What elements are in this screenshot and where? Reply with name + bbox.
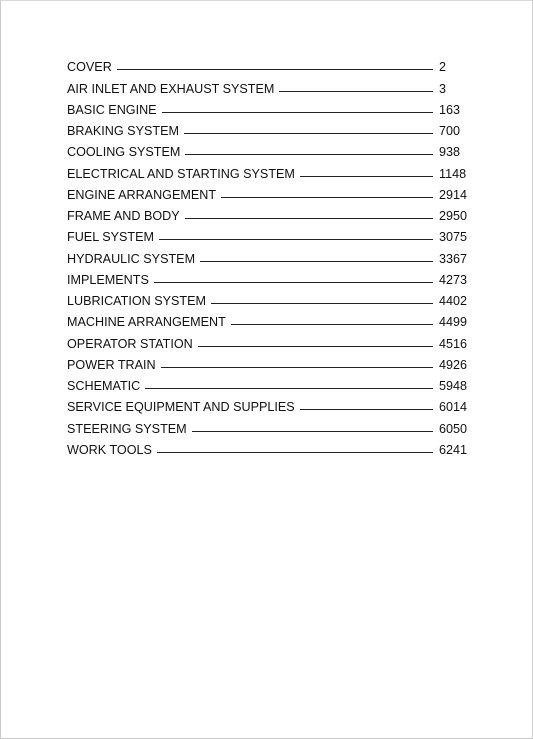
dot-leader xyxy=(162,112,433,113)
toc-entry-implements[interactable] xyxy=(67,266,473,287)
toc-entry-hydraulic-system[interactable] xyxy=(67,244,473,265)
toc-entry-page-number: 4499 xyxy=(439,315,468,330)
toc-entry-page-number: 3075 xyxy=(439,230,468,245)
toc-entry-cooling-system[interactable] xyxy=(67,138,473,159)
toc-entry-title: IMPLEMENTS xyxy=(67,272,149,287)
toc-entry-schematic[interactable] xyxy=(67,372,473,393)
toc-entry-title: ELECTRICAL AND STARTING SYSTEM xyxy=(67,166,295,181)
toc-entry-page-number: 4273 xyxy=(439,272,468,287)
dot-leader xyxy=(192,431,433,432)
toc-entry-page-number: 2 xyxy=(439,60,447,75)
dot-leader xyxy=(184,133,433,134)
dot-leader xyxy=(145,388,433,389)
toc-entry-page-number: 163 xyxy=(439,102,461,117)
toc-entry-page-number: 4402 xyxy=(439,294,468,308)
dot-leader xyxy=(154,282,433,283)
table-of-contents xyxy=(67,53,473,457)
toc-entry-page-number: 3367 xyxy=(439,251,468,266)
dot-leader xyxy=(198,346,433,347)
toc-entry-title: STEERING SYSTEM xyxy=(67,421,187,436)
toc-entry-machine-arrangement[interactable] xyxy=(67,308,473,329)
toc-entry-basic-engine[interactable] xyxy=(67,96,473,117)
toc-entry-title: SCHEMATIC xyxy=(67,379,141,393)
toc-entry-title: OPERATOR STATION xyxy=(67,336,193,351)
toc-entry-title: COOLING SYSTEM xyxy=(67,145,181,160)
toc-entry-engine-arrangement[interactable] xyxy=(67,181,473,202)
toc-entry-operator-station[interactable] xyxy=(67,329,473,350)
toc-entry-title: BRAKING SYSTEM xyxy=(67,124,179,138)
toc-entry-power-train[interactable] xyxy=(67,351,473,372)
dot-leader xyxy=(200,261,433,262)
toc-entry-electrical-and-starting-system[interactable] xyxy=(67,159,473,180)
toc-entry-title: AIR INLET AND EXHAUST SYSTEM xyxy=(67,81,275,96)
toc-entry-title: BASIC ENGINE xyxy=(67,102,157,117)
toc-entry-service-equipment-and-supplies[interactable] xyxy=(67,393,473,414)
dot-leader xyxy=(221,197,433,198)
dot-leader xyxy=(157,452,433,453)
toc-entry-page-number: 938 xyxy=(439,145,461,160)
toc-entry-lubrication-system[interactable] xyxy=(67,287,473,308)
dot-leader xyxy=(300,409,433,410)
toc-entry-work-tools[interactable] xyxy=(67,436,473,457)
toc-entry-title: HYDRAULIC SYSTEM xyxy=(67,251,196,266)
dot-leader xyxy=(300,176,433,177)
toc-entry-page-number: 6014 xyxy=(439,400,468,415)
dot-leader xyxy=(117,69,433,70)
dot-leader xyxy=(161,367,433,368)
dot-leader xyxy=(211,303,433,304)
toc-entry-page-number: 6241 xyxy=(439,442,468,457)
toc-entry-steering-system[interactable] xyxy=(67,414,473,435)
dot-leader xyxy=(279,91,433,92)
toc-entry-title: POWER TRAIN xyxy=(67,357,156,372)
toc-entry-page-number: 2950 xyxy=(439,209,468,223)
dot-leader xyxy=(185,154,433,155)
dot-leader xyxy=(231,324,433,325)
toc-entry-title: SERVICE EQUIPMENT AND SUPPLIES xyxy=(67,400,295,415)
toc-entry-title: WORK TOOLS xyxy=(67,442,152,457)
toc-entry-title: MACHINE ARRANGEMENT xyxy=(67,315,226,330)
toc-entry-page-number: 700 xyxy=(439,124,461,138)
toc-entry-page-number: 1148 xyxy=(439,166,467,181)
toc-entry-page-number: 5948 xyxy=(439,379,468,393)
toc-entry-title: LUBRICATION SYSTEM xyxy=(67,294,207,308)
toc-entry-fuel-system[interactable] xyxy=(67,223,473,244)
toc-entry-page-number: 4516 xyxy=(439,336,468,351)
toc-entry-braking-system[interactable] xyxy=(67,117,473,138)
toc-entry-page-number: 4926 xyxy=(439,357,468,372)
toc-entry-title: FUEL SYSTEM xyxy=(67,230,155,245)
toc-entry-title: ENGINE ARRANGEMENT xyxy=(67,187,217,202)
toc-entry-page-number: 3 xyxy=(439,81,447,96)
toc-entry-title: COVER xyxy=(67,60,112,75)
toc-entry-page-number: 6050 xyxy=(439,421,468,436)
toc-entry-page-number: 2914 xyxy=(439,187,468,202)
toc-entry-title: FRAME AND BODY xyxy=(67,209,180,223)
dot-leader xyxy=(159,239,433,240)
toc-entry-air-inlet-and-exhaust-system[interactable] xyxy=(67,74,473,95)
dot-leader xyxy=(185,218,433,219)
toc-entry-frame-and-body[interactable] xyxy=(67,202,473,223)
toc-entry-cover[interactable] xyxy=(67,53,473,74)
